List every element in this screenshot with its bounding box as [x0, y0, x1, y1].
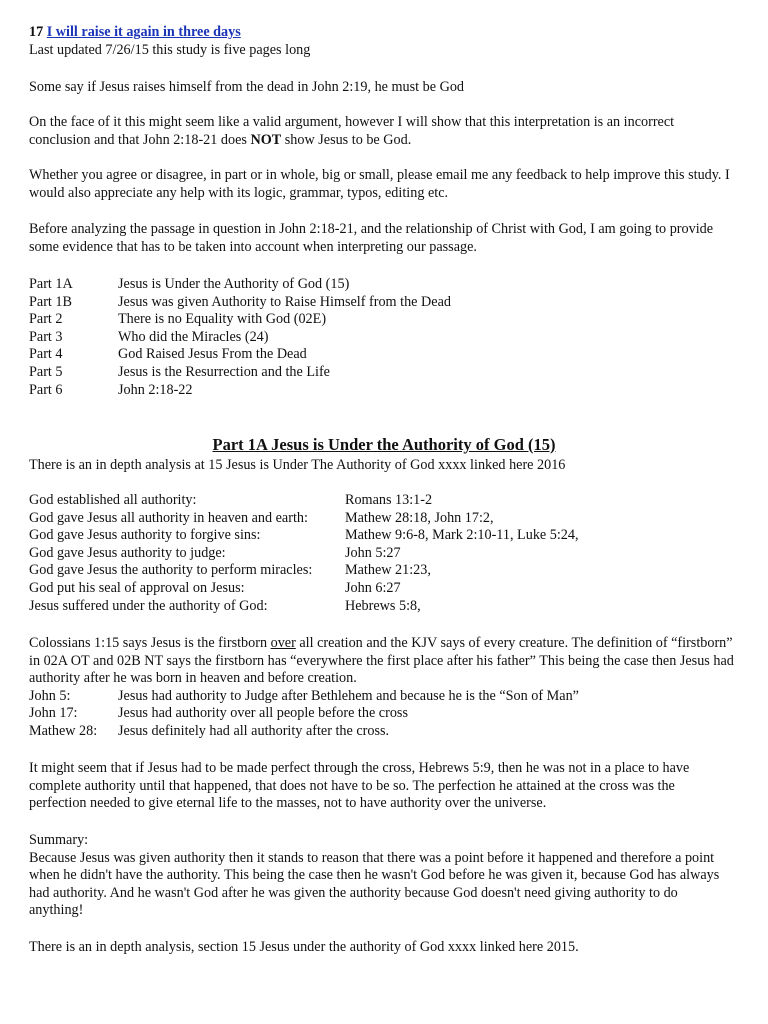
study-title-link[interactable]: I will raise it again in three days [46, 24, 241, 40]
intro-paragraph-4: Before analyzing the passage in question in John 2:18-21, and the relationship of Christ with God, I am going to provide some evidence that has to be taken into account when interpreting our passage. [29, 221, 714, 255]
toc-part: Part 3 [29, 328, 63, 345]
colossians-paragraph [29, 635, 734, 688]
toc-part: Part 1A [29, 276, 73, 292]
authority-claim: God gave Jesus all authority in heaven and earth: [29, 509, 308, 526]
toc-title: Jesus is Under the Authority of God (15) [118, 276, 350, 292]
authority-claim: God gave Jesus authority to forgive sins: [29, 527, 261, 544]
toc-title: Who did the Miracles (24) [118, 328, 269, 345]
authority-row [29, 562, 734, 580]
verse-text: Jesus had authority over all people before the cross [118, 705, 408, 722]
intro-p2-text-end: show Jesus to be God. [281, 131, 412, 148]
authority-claim: God established all authority: [29, 492, 197, 508]
authority-ref: John 6:27 [345, 579, 401, 596]
authority-row [29, 492, 734, 510]
colossians-text-end: all creation and the KJV says of every creature. The definition of “firstborn” in 02A OT and 02B NT says the firstborn has “everywhere the first place after his father” This being the case then Jesus had authority after he was born in heaven and before creation. [29, 635, 734, 687]
firstborn-block [29, 635, 734, 741]
intro-paragraph-2 [29, 114, 734, 149]
intro-paragraph-1: Some say if Jesus raises himself from the dead in John 2:19, he must be God [29, 79, 465, 95]
summary-label: Summary: [29, 832, 89, 848]
authority-ref: Romans 13:1-2 [345, 492, 433, 508]
authority-row [29, 527, 734, 545]
document-header [29, 24, 734, 59]
authority-claim: God put his seal of approval on Jesus: [29, 579, 245, 596]
verse-text: Jesus had authority to Judge after Bethlehem and because he is the “Son of Man” [118, 687, 579, 704]
study-number: 17 [29, 24, 44, 40]
toc-title: John 2:18-22 [118, 381, 193, 398]
authority-row [29, 545, 734, 563]
section-heading: Part 1A Jesus is Under the Authority of God (15) [212, 435, 556, 454]
toc-part: Part 1B [29, 293, 72, 310]
toc-part: Part 4 [29, 346, 63, 363]
toc-item [29, 276, 734, 294]
toc-item [29, 364, 734, 382]
authority-row [29, 510, 734, 528]
authority-list [29, 492, 734, 615]
verse-row [29, 688, 734, 706]
toc-title: God Raised Jesus From the Dead [118, 346, 307, 363]
verse-row [29, 723, 734, 741]
authority-ref: John 5:27 [345, 544, 401, 561]
verse-ref: John 5: [29, 687, 71, 704]
verse-ref: John 17: [29, 705, 78, 722]
last-updated-text: Last updated 7/26/15 this study is five pages long [29, 41, 311, 58]
toc-item [29, 329, 734, 347]
toc-item [29, 346, 734, 364]
authority-ref: Hebrews 5:8, [345, 597, 421, 614]
authority-claim: God gave Jesus the authority to perform miracles: [29, 562, 313, 579]
toc-title: Jesus is the Resurrection and the Life [118, 363, 330, 380]
toc-part: Part 5 [29, 363, 63, 380]
table-of-contents [29, 276, 734, 399]
perfection-paragraph: It might seem that if Jesus had to be made perfect through the cross, Hebrews 5:9, then he was not in a place to have complete authority until that happened, that does not have to be so. The perfection he attained at the cross was the perfection needed to give eternal life to the masses, not to have authority over the universe. [29, 760, 690, 812]
toc-item [29, 382, 734, 400]
toc-title: Jesus was given Authority to Raise Himself from the Dead [118, 293, 451, 310]
verse-ref: Mathew 28: [29, 722, 98, 739]
final-analysis-note: There is an in depth analysis, section 15 Jesus under the authority of God xxxx linked here 2015. [29, 939, 579, 955]
authority-row [29, 580, 734, 598]
verse-text: Jesus definitely had all authority after the cross. [118, 722, 390, 739]
intro-p2-text: On the face of it this might seem like a valid argument, however I will show that this interpretation is an incorrect conclusion and that John 2:18-21 does [29, 114, 675, 148]
summary-text: Because Jesus was given authority then it stands to reason that there was a point before it happened and therefore a point when he didn't have the authority. This being the case then he wasn't God before he was given it, because God has always had authority. And he wasn't God after he was given the authority because God doesn't need giving authority to do anything! [29, 849, 720, 919]
toc-part: Part 2 [29, 311, 63, 328]
authority-claim: Jesus suffered under the authority of God: [29, 597, 268, 614]
intro-p2-bold: NOT [250, 131, 282, 148]
colossians-underlined: over [270, 635, 296, 651]
authority-claim: God gave Jesus authority to judge: [29, 544, 226, 561]
analysis-note: There is an in depth analysis at 15 Jesus is Under The Authority of God xxxx linked here 2016 [29, 457, 566, 473]
toc-part: Part 6 [29, 381, 63, 398]
intro-paragraph-3: Whether you agree or disagree, in part or in whole, big or small, please email me any feedback to help improve this study. I would also appreciate any help with its logic, grammar, typos, editing etc. [29, 167, 730, 201]
toc-title: There is no Equality with God (02E) [118, 311, 327, 328]
authority-ref: Mathew 28:18, John 17:2, [345, 509, 494, 526]
authority-ref: Mathew 21:23, [345, 562, 431, 579]
authority-ref: Mathew 9:6-8, Mark 2:10-11, Luke 5:24, [345, 527, 579, 544]
authority-row [29, 598, 734, 616]
toc-item [29, 311, 734, 329]
colossians-text: Colossians 1:15 says Jesus is the firstborn [29, 635, 271, 651]
summary-block [29, 832, 734, 920]
verse-row [29, 705, 734, 723]
toc-item [29, 294, 734, 312]
